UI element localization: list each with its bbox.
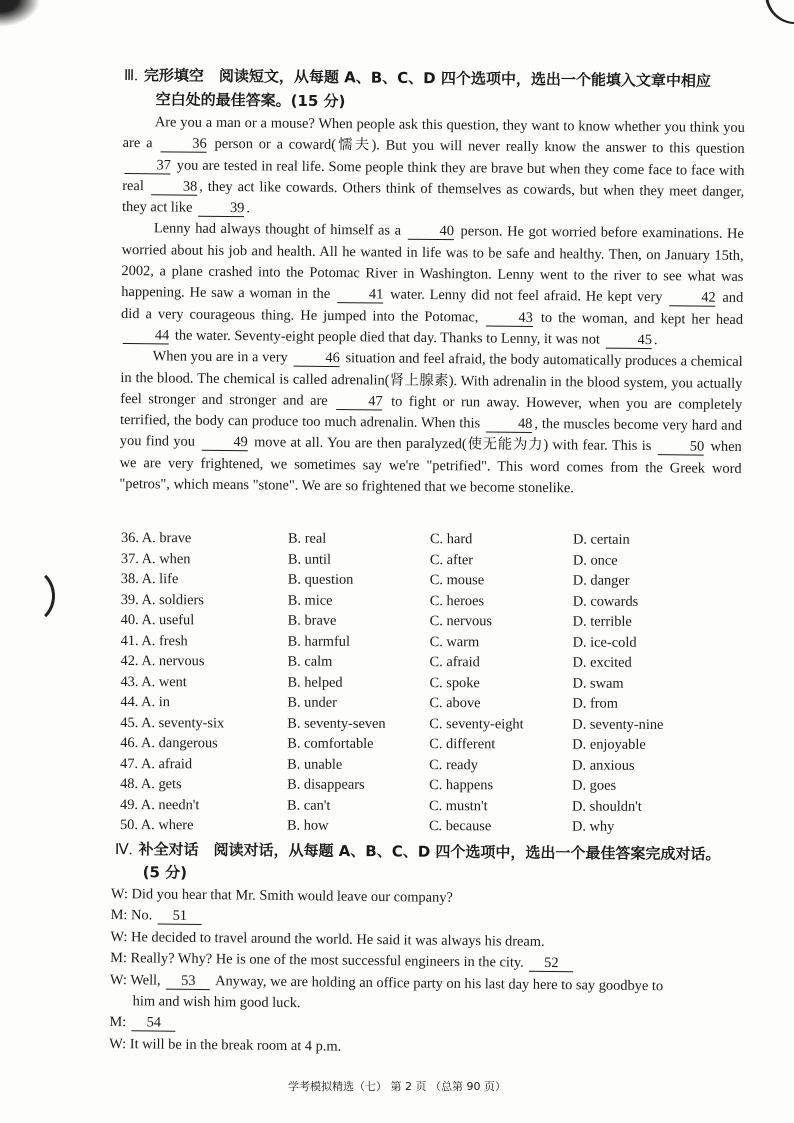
option-d[interactable]: D. once bbox=[572, 552, 618, 569]
option-b[interactable]: B. can't bbox=[287, 797, 331, 814]
paragraph-1: Are you a man or a mouse? When people ask this question, they want to know whether you think you are a 36 person or a coward(懦夫). But you will never really know the answer to this question 37 you are tested in real life. Some people think they are brave but when they come face to face with real 38 , they act like cowards. Others think of themselves as cowards, but when they meet danger, they act like 39 . bbox=[122, 114, 745, 217]
option-b[interactable]: B. unable bbox=[287, 756, 343, 773]
option-c[interactable]: C. warm bbox=[429, 633, 480, 650]
option-c[interactable]: C. happens bbox=[429, 777, 494, 794]
option-b[interactable]: B. mice bbox=[287, 592, 333, 609]
option-d[interactable]: D. ice-cold bbox=[572, 634, 637, 651]
option-row bbox=[121, 610, 761, 633]
blank-46[interactable]: 46 bbox=[293, 350, 340, 367]
section-instructions: 完形填空 阅读短文，从每题 A、B、C、D 四个选项中，选出一个能填入文章中相应 bbox=[143, 66, 711, 91]
blank-37[interactable]: 37 bbox=[124, 157, 171, 174]
option-b[interactable]: B. comfortable bbox=[287, 735, 374, 752]
blank-41[interactable]: 41 bbox=[337, 286, 384, 303]
blank-48[interactable]: 48 bbox=[486, 416, 533, 433]
option-d[interactable]: D. danger bbox=[572, 572, 630, 589]
blank-53[interactable]: 53 bbox=[166, 972, 210, 989]
option-b[interactable]: B. calm bbox=[287, 653, 333, 670]
option-row bbox=[120, 712, 760, 735]
blank-45[interactable]: 45 bbox=[605, 332, 652, 349]
option-c[interactable]: C. afraid bbox=[429, 654, 480, 671]
option-b[interactable]: B. seventy-seven bbox=[287, 715, 386, 732]
option-a[interactable]: 45. A. seventy-six bbox=[120, 714, 225, 731]
option-d[interactable]: D. cowards bbox=[572, 593, 639, 610]
option-a[interactable]: 50. A. where bbox=[119, 816, 194, 834]
option-row bbox=[120, 815, 760, 838]
section-4-heading bbox=[115, 838, 755, 889]
dialogue-line: W: It will be in the break room at 4 p.m. bbox=[109, 1035, 342, 1055]
paragraph-3: When you are in a very 46 situation and feel afraid, the body automatically produces a chemical in the blood. The chemical is called adrenalin(肾上腺素). With adrenalin in the blood system, you actually feel stronger and stronger and are 47 to fight or run away. However, when you are completely terrified, the body can produce too much adrenalin. When this 48 , the muscles become very hard and you find you 49 move at all. You are then paralyzed(使无能为力) with fear. This is 50 when we are very frightened, we sometimes say we're "petrified". This word comes from the Greek word "petros", which means "stone". We are so frightened that we become stonelike. bbox=[119, 348, 743, 497]
option-a[interactable]: 49. A. needn't bbox=[120, 796, 200, 813]
answer-options bbox=[120, 528, 761, 838]
option-a[interactable]: 42. A. nervous bbox=[120, 652, 205, 670]
option-a[interactable]: 48. A. gets bbox=[120, 775, 182, 793]
blank-43[interactable]: 43 bbox=[486, 309, 533, 326]
blank-54[interactable]: 54 bbox=[132, 1015, 176, 1032]
option-row bbox=[120, 774, 760, 797]
paragraph-2: Lenny had always thought of himself as a 40 person. He got worried before examinations. He worried about his job and health. All he wanted in life was to be safe and healthy. Then, on January 15th, 2002, a plane crashed into the Potomac River in Washington. Lenny went to the river to see what was happening. He saw a woman in the 41 water. Lenny did not feel afraid. He kept very 42 and did a very courageous thing. He jumped into the Potomac, 43 to the woman, and kept her head 44 the water. Seventy-eight people died that day. Thanks to Lenny, it was not 45 . bbox=[120, 220, 744, 349]
option-d[interactable]: D. from bbox=[572, 695, 618, 712]
dialogue-line-cont: him and wish him good luck. bbox=[132, 993, 301, 1012]
cloze-passage bbox=[119, 112, 745, 501]
option-c[interactable]: C. nervous bbox=[429, 613, 493, 630]
option-d[interactable]: D. excited bbox=[572, 654, 632, 671]
option-a[interactable]: 36. A. brave bbox=[120, 530, 192, 547]
option-a[interactable]: 44. A. in bbox=[120, 693, 170, 711]
option-d[interactable]: D. enjoyable bbox=[572, 736, 646, 753]
option-c[interactable]: C. after bbox=[429, 551, 474, 568]
option-d[interactable]: D. anxious bbox=[572, 757, 635, 774]
option-d[interactable]: D. goes bbox=[572, 777, 617, 794]
blank-39[interactable]: 39 bbox=[198, 200, 245, 217]
option-b[interactable]: B. question bbox=[287, 571, 354, 588]
option-row bbox=[121, 589, 761, 612]
blank-51[interactable]: 51 bbox=[158, 908, 202, 925]
dialogue bbox=[109, 884, 751, 1062]
blank-42[interactable]: 42 bbox=[669, 290, 716, 307]
option-c[interactable]: C. spoke bbox=[429, 674, 480, 691]
option-b[interactable]: B. under bbox=[287, 694, 337, 711]
option-row bbox=[120, 753, 760, 776]
option-b[interactable]: B. how bbox=[286, 817, 329, 834]
option-row bbox=[121, 630, 761, 653]
option-row bbox=[120, 733, 760, 756]
option-c[interactable]: C. hard bbox=[429, 531, 473, 548]
option-b[interactable]: B. brave bbox=[287, 612, 337, 629]
blank-52[interactable]: 52 bbox=[529, 955, 573, 972]
option-a[interactable]: 41. A. fresh bbox=[120, 632, 188, 649]
blank-49[interactable]: 49 bbox=[201, 434, 248, 451]
option-a[interactable]: 38. A. life bbox=[120, 570, 179, 588]
page-footer: 学考模拟精选（七） 第 2 页 （总第 90 页） bbox=[288, 1080, 506, 1093]
option-c[interactable]: C. different bbox=[429, 736, 496, 753]
option-b[interactable]: B. until bbox=[287, 551, 332, 568]
option-a[interactable]: 43. A. went bbox=[120, 673, 187, 690]
section-instructions-cont: 空白处的最佳答案。(15 分) bbox=[155, 90, 346, 111]
option-d[interactable]: D. seventy-nine bbox=[572, 716, 664, 733]
option-c[interactable]: C. because bbox=[428, 818, 492, 835]
section-instructions-cont: (5 分) bbox=[142, 863, 188, 882]
option-c[interactable]: C. seventy-eight bbox=[429, 715, 524, 732]
blank-36[interactable]: 36 bbox=[160, 136, 207, 153]
option-row bbox=[120, 692, 760, 715]
option-a[interactable]: 47. A. afraid bbox=[120, 755, 193, 772]
option-c[interactable]: C. heroes bbox=[429, 592, 485, 609]
section-3-heading bbox=[124, 64, 754, 118]
dialogue-line: W: He decided to travel around the world. He said it was always his dream. bbox=[110, 928, 545, 950]
blank-50[interactable]: 50 bbox=[658, 439, 705, 456]
section-number: Ⅳ. bbox=[114, 841, 133, 859]
dialogue-line: M: 54 bbox=[109, 1012, 749, 1041]
option-row bbox=[121, 569, 761, 592]
blank-40[interactable]: 40 bbox=[408, 223, 455, 240]
option-a[interactable]: 39. A. soldiers bbox=[120, 591, 204, 608]
option-row bbox=[121, 528, 761, 551]
option-b[interactable]: B. real bbox=[287, 530, 327, 547]
option-c[interactable]: C. above bbox=[429, 695, 481, 712]
option-d[interactable]: D. why bbox=[571, 818, 615, 835]
option-a[interactable]: 37. A. when bbox=[120, 550, 191, 567]
option-row bbox=[120, 651, 760, 674]
dialogue-line: M: Really? Why? He is one of the most successful engineers in the city. 52 bbox=[110, 948, 750, 977]
option-d[interactable]: D. shouldn't bbox=[572, 798, 642, 815]
option-b[interactable]: B. harmful bbox=[287, 633, 350, 650]
option-c[interactable]: C. mustn't bbox=[429, 797, 488, 814]
blank-47[interactable]: 47 bbox=[336, 393, 383, 410]
blank-44[interactable]: 44 bbox=[123, 327, 170, 344]
option-b[interactable]: B. helped bbox=[287, 674, 343, 691]
option-b[interactable]: B. disappears bbox=[287, 776, 365, 793]
option-a[interactable]: 40. A. useful bbox=[120, 611, 195, 629]
blank-38[interactable]: 38 bbox=[151, 178, 198, 195]
dialogue-line: W: Did you hear that Mr. Smith would leave our company? bbox=[110, 885, 453, 906]
option-row bbox=[120, 671, 760, 694]
dialogue-line: M: No. 51 bbox=[111, 905, 751, 934]
option-row bbox=[121, 548, 761, 571]
option-d[interactable]: D. terrible bbox=[572, 613, 632, 630]
option-row bbox=[120, 794, 760, 817]
option-d[interactable]: D. certain bbox=[572, 531, 630, 548]
option-a[interactable]: 46. A. dangerous bbox=[120, 734, 218, 752]
option-c[interactable]: C. ready bbox=[429, 756, 478, 773]
option-c[interactable]: C. mouse bbox=[429, 572, 485, 589]
section-number: Ⅲ. bbox=[123, 67, 139, 85]
dialogue-line: W: Well, 53 Anyway, we are holding an office party on his last day here to say goodbye to bbox=[109, 971, 664, 994]
option-d[interactable]: D. swam bbox=[572, 675, 624, 692]
section-instructions: 补全对话 阅读对话，从每题 A、B、C、D 四个选项中，选出一个最佳答案完成对话。 bbox=[138, 840, 721, 864]
